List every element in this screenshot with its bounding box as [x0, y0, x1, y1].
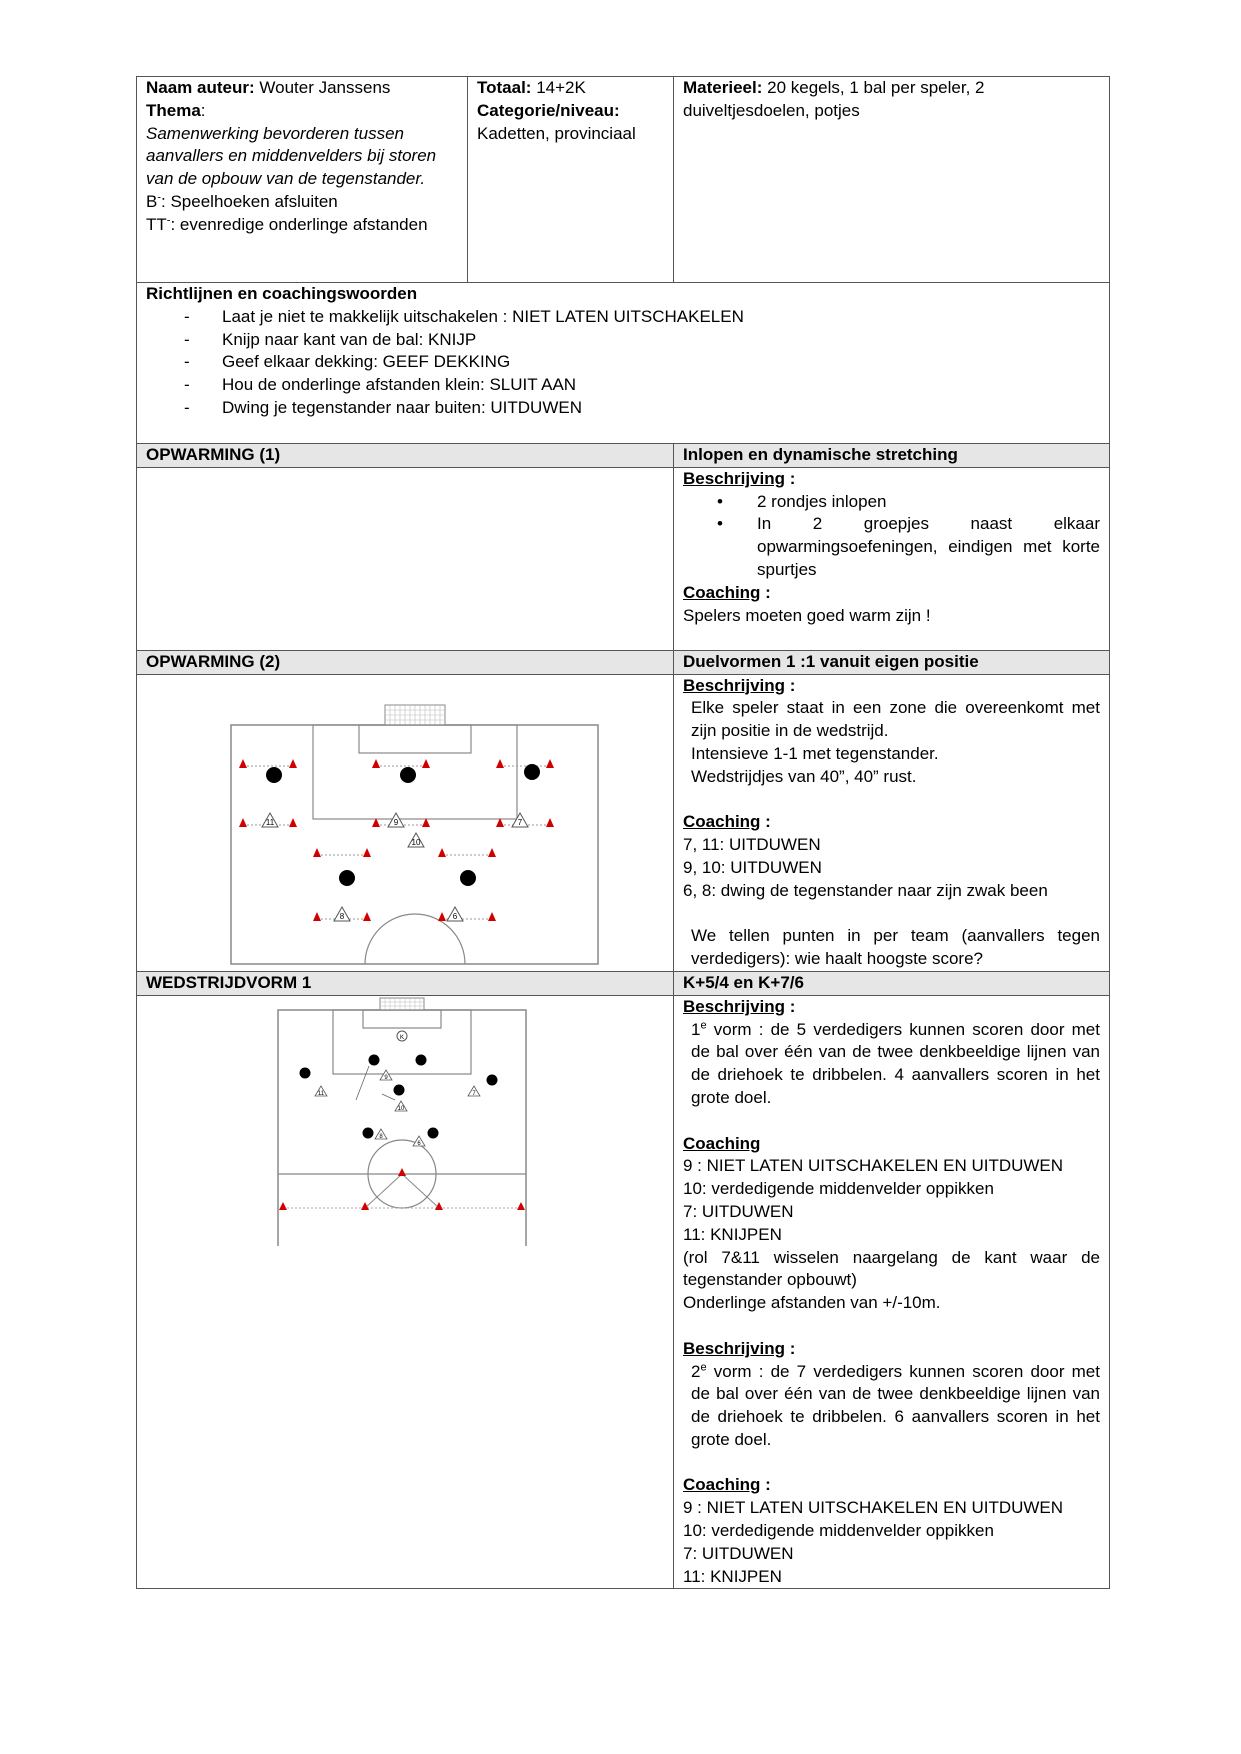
material-value: 20 kegels, 1 bal per speler, 2 duiveltjesdoelen, potjes [683, 78, 985, 120]
match1-coaching-line: (rol 7&11 wisselen naargelang de kant waar de tegenstander opbouwt) [683, 1247, 1100, 1290]
warmup2-row [137, 674, 1110, 971]
diagram-label: 11 [317, 1090, 325, 1097]
match1-coaching-line: 7: UITDUWEN [683, 1201, 794, 1221]
total-value: 14+2K [536, 78, 586, 97]
material-label: Materieel: [683, 78, 763, 97]
warmup1-diagram-cell [137, 467, 674, 650]
guideline-item: - Laat je niet te makkelijk uitschakelen : NIET LATEN UITSCHAKELEN [184, 306, 1100, 329]
warmup1-text-cell: Beschrijving : • 2 rondjes inlopen • In 2 groepjes naast elkaar opwarmingsoefeningen, eindigen met korte spurtjes Coaching : Spelers moeten goed warm zijn ! [674, 467, 1110, 650]
match1-coaching2-line: 11: KNIJPEN [683, 1566, 782, 1586]
form2-num: 2 [691, 1361, 701, 1381]
tt-sup: - [166, 214, 171, 227]
b-prefix: B [146, 191, 158, 211]
guideline-item: - Dwing je tegenstander naar buiten: UITDUWEN [184, 397, 1100, 420]
warmup1-title: OPWARMING (1) [137, 444, 674, 468]
training-plan-table [136, 76, 1110, 1589]
diagram-label: 7 [517, 817, 523, 827]
match1-coaching-line: 10: verdedigende middenvelder oppikken [683, 1179, 994, 1199]
guidelines-row [137, 283, 1110, 444]
theme-text: Samenwerking bevorderen tussen aanvallers en middenvelders bij storen van de opbouw van de tegenstander. [146, 123, 437, 189]
warmup2-field-diagram [137, 675, 674, 971]
match1-form1 [683, 1019, 1100, 1110]
warmup1-header-row [137, 444, 1110, 468]
diagram-label: 6 [452, 911, 458, 921]
form1-num: 1 [691, 1019, 701, 1039]
theme-label: Thema [146, 100, 201, 120]
guidelines-list [146, 306, 1100, 420]
match1-coaching-line: 9 : NIET LATEN UITSCHAKELEN EN UITDUWEN [683, 1156, 1064, 1176]
guidelines-cell [137, 283, 1110, 444]
form1-sup: e [700, 1018, 707, 1031]
warmup2-desc-label: Beschrijving [683, 675, 786, 695]
warmup1-coaching-text: Spelers moeten goed warm zijn ! [683, 605, 931, 625]
diagram-label: 9 [384, 1074, 388, 1081]
author-name: Wouter Janssens [259, 78, 391, 97]
match1-header-row [137, 971, 1110, 995]
warmup2-coaching-label: Coaching [683, 812, 761, 832]
warmup1-coaching-label: Coaching [683, 582, 761, 602]
diagram-label: 10 [411, 837, 421, 847]
warmup1-bullets [683, 491, 1100, 582]
category-value: Kadetten, provinciaal [477, 123, 636, 143]
match1-row [137, 995, 1110, 1589]
warmup2-diagram-cell [137, 674, 674, 971]
diagram-label: 9 [393, 817, 399, 827]
match1-coaching-line: 11: KNIJPEN [683, 1224, 782, 1244]
match1-field-diagram [137, 996, 674, 1246]
warmup2-coaching-line: 9, 10: UITDUWEN [683, 857, 822, 877]
guideline-item: - Knijp naar kant van de bal: KNIJP [184, 329, 1100, 352]
warmup1-bullet: • 2 rondjes inlopen [717, 491, 1100, 514]
diagram-label: K [399, 1034, 405, 1041]
diagram-label: 10 [397, 1105, 405, 1112]
warmup1-row [137, 467, 1110, 650]
tt-text: : evenredige onderlinge afstanden [170, 214, 428, 234]
match1-coaching2-line: 9 : NIET LATEN UITSCHAKELEN EN UITDUWEN [683, 1498, 1064, 1518]
match1-title: WEDSTRIJDVORM 1 [137, 971, 674, 995]
diagram-label: 8 [379, 1133, 383, 1140]
warmup2-text-cell: Beschrijving : Elke speler staat in een zone die overeenkomt met zijn positie in de wedstrijd. Intensieve 1-1 met tegenstander. Wedstrijdjes van 40”, 40” rust. Coaching : 7, 11: UITDUWEN 9, 10: UITDUWEN 6, 8: dwing de tegenstander naar zijn zwak been We tellen punten in per team (aanvallers tegen verdedigers): wie haalt hoogste score? [674, 674, 1110, 971]
form1-text: vorm : de 5 verdedigers kunnen scoren door met de bal over één van de twee denkbeeldige lijnen van de driehoek te dribbelen. 4 aanvallers scoren in het grote doel. [691, 1019, 1100, 1107]
header-row [137, 77, 1110, 283]
total-category-cell [468, 77, 674, 283]
match1-subtitle: K+5/4 en K+7/6 [674, 971, 1110, 995]
page [136, 76, 1109, 1589]
author-theme-cell [137, 77, 468, 283]
diagram-label: 6 [417, 1140, 421, 1147]
b-text: : Speelhoeken afsluiten [161, 191, 338, 211]
match1-coaching2-label: Coaching [683, 1475, 761, 1495]
warmup2-note: We tellen punten in per team (aanvallers tegen verdedigers): wie haalt hoogste score? [691, 926, 1100, 969]
form2-sup: e [700, 1360, 707, 1373]
match1-coaching2-line: 10: verdedigende middenvelder oppikken [683, 1521, 994, 1541]
diagram-label: 11 [265, 817, 275, 827]
warmup2-desc-line: Wedstrijdjes van 40”, 40” rust. [691, 766, 917, 786]
warmup2-desc-line: Elke speler staat in een zone die overeenkomt met zijn positie in de wedstrijd. [691, 698, 1100, 741]
guidelines-title: Richtlijnen en coachingswoorden [146, 284, 418, 303]
category-label: Categorie/niveau: [477, 100, 620, 120]
diagram-label: 7 [472, 1090, 476, 1097]
match1-diagram-cell [137, 995, 674, 1589]
b-sup: - [157, 191, 162, 204]
diagram-label: 8 [339, 911, 345, 921]
warmup2-coaching-line: 6, 8: dwing de tegenstander naar zijn zwak been [683, 880, 1048, 900]
author-label: Naam auteur: [146, 78, 255, 97]
match1-coaching2-line: 7: UITDUWEN [683, 1543, 794, 1563]
match1-form2 [683, 1361, 1100, 1452]
material-cell [674, 77, 1110, 283]
match1-text-cell: Beschrijving : 1e vorm : de 5 verdedigers kunnen scoren door met de bal over één van de twee denkbeeldige lijnen van de driehoek te dribbelen. 4 aanvallers scoren in het grote doel. Coaching 9 : NIET LATEN UITSCHAKELEN EN UITDUWEN 10: verdedigende middenvelder oppikken 7: UITDUWEN 11: KNIJPEN (rol 7&11 wisselen naargelang de kant waar de tegenstander opbouwt) Onderlinge afstanden van +/-10m. Beschrijving : 2e vorm : de 7 verdedigers kunnen scoren door met de bal over één van de twee denkbeeldige lijnen van de driehoek te dribbelen. 6 aanvallers scoren in het grote doel. Coaching : 9 : NIET LATEN UITSCHAKELEN EN UITDUWEN 10: verdedigende middenvelder oppikken 7: UITDUWEN 11: KNIJPEN [674, 995, 1110, 1589]
warmup2-coaching-line: 7, 11: UITDUWEN [683, 835, 821, 855]
tt-prefix: TT [146, 214, 167, 234]
warmup1-desc-label: Beschrijving [683, 468, 786, 488]
warmup2-subtitle: Duelvormen 1 :1 vanuit eigen positie [674, 650, 1110, 674]
match1-desc-label: Beschrijving [683, 996, 786, 1016]
warmup2-desc-line: Intensieve 1-1 met tegenstander. [691, 743, 939, 763]
form2-text: vorm : de 7 verdedigers kunnen scoren door met de bal over één van de twee denkbeeldige lijnen van de driehoek te dribbelen. 6 aanvallers scoren in het grote doel. [691, 1361, 1100, 1449]
warmup2-title: OPWARMING (2) [137, 650, 674, 674]
theme-colon: : [200, 100, 206, 120]
warmup2-header-row [137, 650, 1110, 674]
guideline-item: - Geef elkaar dekking: GEEF DEKKING [184, 351, 1100, 374]
warmup1-subtitle: Inlopen en dynamische stretching [674, 444, 1110, 468]
match1-coaching-line: Onderlinge afstanden van +/-10m. [683, 1293, 941, 1313]
match1-desc2-label: Beschrijving [683, 1338, 786, 1358]
match1-coaching-label: Coaching [683, 1133, 761, 1153]
warmup1-bullet: • In 2 groepjes naast elkaar opwarmingsoefeningen, eindigen met korte spurtjes [717, 513, 1100, 581]
guideline-item: - Hou de onderlinge afstanden klein: SLUIT AAN [184, 374, 1100, 397]
total-label: Totaal: [477, 78, 532, 97]
